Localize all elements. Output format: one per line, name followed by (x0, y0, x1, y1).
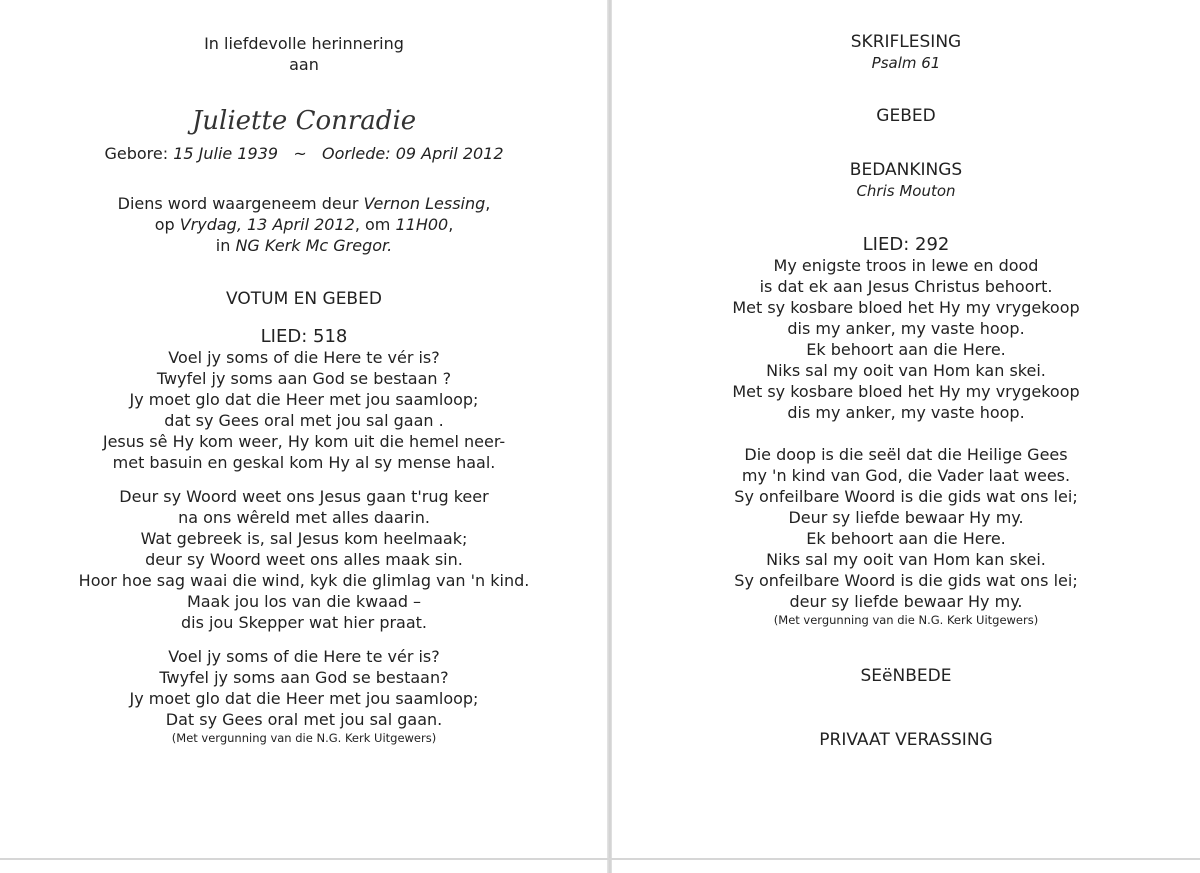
hymn-line: Twyfel jy soms aan God se bestaan ? (156, 369, 452, 388)
life-dates (0, 143, 608, 164)
cremation-heading: PRIVAAT VERASSING (819, 730, 993, 750)
votum-heading: VOTUM EN GEBED (226, 289, 382, 309)
reading-reference: Psalm 61 (871, 54, 941, 72)
service-text: Diens word waargeneem deur (117, 194, 364, 213)
hymn-title: LIED: 292 (862, 234, 950, 255)
hymn-line: Voel jy soms of die Here te vér is? (168, 647, 440, 666)
permission-note: (Met vergunning van die N.G. Kerk Uitgewers) (773, 613, 1039, 627)
hymn-line: dis my anker, my vaste hoop. (787, 403, 1025, 422)
hymn-line: Ek behoort aan die Here. (806, 340, 1006, 359)
hymn-line: Wat gebreek is, sal Jesus kom heelmaak; (140, 529, 468, 548)
service-line-2 (0, 214, 608, 235)
service-line-3 (0, 235, 608, 256)
thanks-heading: BEDANKINGS (849, 160, 963, 180)
date-separator: ~ (293, 144, 307, 163)
hymn-line: deur sy Woord weet ons alles maak sin. (145, 550, 463, 569)
hymn-line: Niks sal my ooit van Hom kan skei. (766, 550, 1046, 569)
service-venue: NG Kerk Mc Gregor. (235, 236, 393, 255)
hymn-line: deur sy liefde bewaar Hy my. (789, 592, 1023, 611)
service-text: in (215, 236, 236, 255)
hymn-line: dis my anker, my vaste hoop. (787, 319, 1025, 338)
hymn-line: Die doop is die seël dat die Heilige Gees (744, 445, 1068, 464)
hymn-stanza-1 (0, 347, 608, 473)
service-text: , (485, 194, 491, 213)
hymn-line: My enigste troos in lewe en dood (773, 256, 1039, 275)
hymn-line: Voel jy soms of die Here te vér is? (168, 348, 440, 367)
blessing-heading: SEëNBEDE (860, 666, 952, 686)
hymn-stanza-3 (0, 646, 608, 730)
hymn-line: met basuin en geskal kom Hy al sy mense haal. (112, 453, 496, 472)
hymn-line: Deur sy Woord weet ons Jesus gaan t'rug keer (119, 487, 489, 506)
hymn-line: Deur sy liefde bewaar Hy my. (788, 508, 1024, 527)
hymn-line: Sy onfeilbare Woord is die gids wat ons lei; (734, 487, 1078, 506)
hymn-line: is dat ek aan Jesus Christus behoort. (759, 277, 1053, 296)
intro-line: In liefdevolle herinnering (204, 34, 404, 53)
hymn-line: Jy moet glo dat die Heer met jou saamloop; (129, 689, 479, 708)
died-date: 09 April 2012 (395, 144, 504, 163)
intro-line: aan (289, 55, 319, 74)
hymn-line: Jy moet glo dat die Heer met jou saamloop; (129, 390, 479, 409)
hymn-line: Jesus sê Hy kom weer, Hy kom uit die hemel neer- (102, 432, 506, 451)
service-line-1 (0, 193, 608, 214)
hymn-stanza-2 (612, 444, 1200, 612)
service-time: 11H00 (395, 215, 449, 234)
hymn-line: Ek behoort aan die Here. (806, 529, 1006, 548)
hymn-line: dat sy Gees oral met jou sal gaan . (164, 411, 444, 430)
prayer-heading: GEBED (876, 106, 936, 126)
thanks-by: Chris Mouton (856, 182, 956, 200)
deceased-name: Juliette Conradie (191, 106, 417, 136)
officiant-name: Vernon Lessing (363, 194, 486, 213)
hymn-line: Twyfel jy soms aan God se bestaan? (159, 668, 449, 687)
right-column (612, 0, 1200, 751)
hymn-line: dis jou Skepper wat hier praat. (180, 613, 428, 632)
born-date: 15 Julie 1939 (173, 144, 279, 163)
service-text: , om (354, 215, 396, 234)
hymn-line: Met sy kosbare bloed het Hy my vrygekoop (732, 298, 1080, 317)
hymn-line: Hoor hoe sag waai die wind, kyk die glimlag van 'n kind. (78, 571, 530, 590)
hymn-line: Met sy kosbare bloed het Hy my vrygekoop (732, 382, 1080, 401)
service-text: op (154, 215, 180, 234)
hymn-line: Niks sal my ooit van Hom kan skei. (766, 361, 1046, 380)
permission-note: (Met vergunning van die N.G. Kerk Uitgewers) (171, 731, 437, 745)
born-label: Gebore: (104, 144, 169, 163)
paper-edge (0, 858, 1200, 860)
hymn-line: na ons wêreld met alles daarin. (178, 508, 430, 527)
left-column (0, 0, 608, 746)
reading-heading: SKRIFLESING (850, 32, 962, 52)
service-text: , (448, 215, 454, 234)
right-page (612, 0, 1200, 873)
hymn-stanza-2 (0, 486, 608, 633)
hymn-line: my 'n kind van God, die Vader laat wees. (741, 466, 1071, 485)
hymn-line: Sy onfeilbare Woord is die gids wat ons lei; (734, 571, 1078, 590)
hymn-stanza-1 (612, 255, 1200, 423)
hymn-line: Dat sy Gees oral met jou sal gaan. (165, 710, 443, 729)
hymn-line: Maak jou los van die kwaad – (186, 592, 422, 611)
hymn-title: LIED: 518 (260, 326, 348, 347)
died-label: Oorlede: (321, 144, 391, 163)
service-date: Vrydag, 13 April 2012 (179, 215, 355, 234)
